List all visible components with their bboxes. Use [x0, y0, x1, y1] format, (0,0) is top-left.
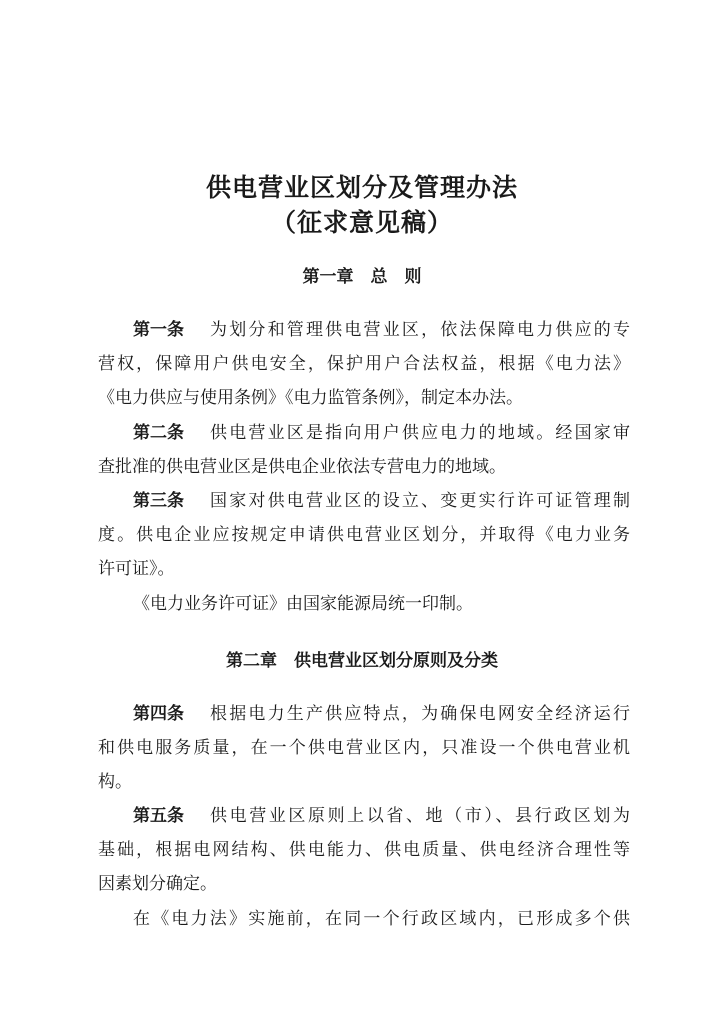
article-4-text: 根据电力生产供应特点，为确保电网安全经济运行 [210, 704, 630, 724]
article-3-extra-text: 《电力业务许可证》由国家能源局统一印制。 [133, 594, 473, 614]
article-3-text: 许可证》。 [98, 559, 175, 579]
chapter-2-heading: 第二章 供电营业区划分原则及分类 [226, 651, 498, 671]
article-2-label: 第二条 [133, 423, 184, 443]
article-1-text: 营权，保障用户供电安全，保护用户合法权益，根据《电力法》 [98, 354, 630, 374]
article-3-label: 第三条 [133, 491, 184, 511]
article-5-text: 因素划分确定。 [98, 874, 217, 894]
article-4-text: 和供电服务质量，在一个供电营业区内，只准设一个供电营业机 [98, 738, 630, 758]
article-5-text: 供电营业区原则上以省、地（市）、县行政区划为 [210, 806, 630, 826]
article-3-text: 度。供电企业应按规定申请供电营业区划分，并取得《电力业务 [98, 525, 630, 545]
article-2-text: 供电营业区是指向用户供应电力的地域。经国家审 [210, 423, 630, 443]
document-subtitle: （征求意见稿） [270, 208, 453, 237]
article-1-text: 《电力供应与使用条例》《电力监管条例》，制定本办法。 [98, 388, 523, 408]
article-5-label: 第五条 [133, 806, 184, 826]
article-5-text: 基础，根据电网结构、供电能力、供电质量、供电经济合理性等 [98, 840, 630, 860]
document-title: 供电营业区划分及管理办法 [205, 173, 518, 202]
article-4-text: 构。 [98, 772, 132, 792]
chapter-1-heading: 第一章 总 则 [302, 267, 422, 287]
article-1-text: 为划分和管理供电营业区，依法保障电力供应的专 [210, 320, 630, 340]
article-4-label: 第四条 [133, 704, 184, 724]
article-2-text: 查批准的供电营业区是供电企业依法专营电力的地域。 [98, 457, 506, 477]
article-5-extra-text: 在《电力法》实施前，在同一个行政区域内，已形成多个供 [133, 909, 630, 929]
article-1-label: 第一条 [133, 320, 184, 340]
article-3-text: 国家对供电营业区的设立、变更实行许可证管理制 [210, 491, 630, 511]
